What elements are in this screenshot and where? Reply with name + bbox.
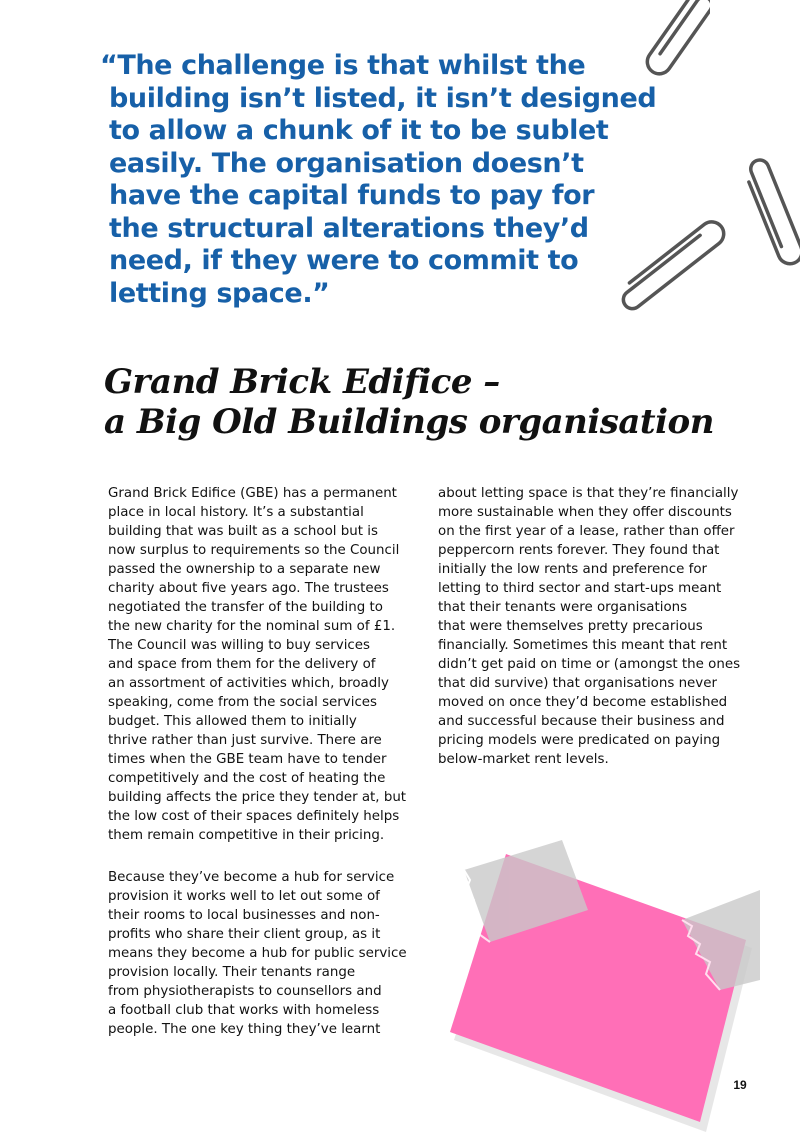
body-line: the low cost of their spaces definitely helps	[108, 809, 400, 824]
quote-line: the structural alterations they’d	[109, 212, 589, 244]
body-line: didn’t get paid on time or (amongst the ones	[438, 657, 741, 672]
body-line: below-market rent levels.	[438, 752, 609, 767]
body-line: their rooms to local businesses and non-	[108, 908, 380, 923]
body-column-left-top	[108, 484, 418, 845]
body-line: them remain competitive in their pricing.	[108, 828, 385, 843]
body-line: provision locally. Their tenants range	[108, 965, 356, 980]
body-line: now surplus to requirements so the Council	[108, 543, 400, 558]
quote-line: letting space.”	[109, 277, 330, 309]
body-line: charity about five years ago. The trustees	[108, 581, 389, 596]
body-line: profits who share their client group, as it	[108, 927, 381, 942]
quote-line: easily. The organisation doesn’t	[109, 147, 584, 179]
quote-line: “The challenge is that whilst the	[100, 50, 586, 81]
body-column-left-bottom	[108, 868, 418, 1039]
body-line: provision it works well to let out some of	[108, 889, 380, 904]
body-line: times when the GBE team have to tender	[108, 752, 387, 767]
body-line: negotiated the transfer of the building to	[108, 600, 383, 615]
paperclip-icon-top	[620, 0, 710, 90]
body-line: thrive rather than just survive. There are	[108, 733, 382, 748]
body-line: and successful because their business and	[438, 714, 725, 729]
body-line: peppercorn rents forever. They found that	[438, 543, 720, 558]
body-line: financially. Sometimes this meant that rent	[438, 638, 728, 653]
body-line: passed the ownership to a separate new	[108, 562, 381, 577]
body-line: means they become a hub for public service	[108, 946, 407, 961]
body-line: that were themselves pretty precarious	[438, 619, 703, 634]
body-line: pricing models were predicated on paying	[438, 733, 721, 748]
body-line: that did survive) that organisations never	[438, 676, 717, 691]
body-line: building affects the price they tender at, but	[108, 790, 407, 805]
section-heading	[104, 362, 714, 442]
paperclip-icon-middle	[605, 205, 745, 315]
body-line: building that was built as a school but is	[108, 524, 378, 539]
body-line: budget. This allowed them to initially	[108, 714, 357, 729]
heading-line: Grand Brick Edifice –	[104, 362, 500, 402]
body-line: that their tenants were organisations	[438, 600, 688, 615]
paperclip-icon-right	[745, 155, 800, 285]
heading-line: a Big Old Buildings organisation	[104, 402, 714, 442]
body-line: people. The one key thing they’ve learnt	[108, 1022, 381, 1037]
body-line: initially the low rents and preference for	[438, 562, 708, 577]
body-line: place in local history. It’s a substantial	[108, 505, 364, 520]
quote-line: need, if they were to commit to	[109, 245, 579, 276]
body-line: competitively and the cost of heating the	[108, 771, 386, 786]
body-line: a football club that works with homeless	[108, 1003, 380, 1018]
body-line: on the first year of a lease, rather than offer	[438, 524, 735, 539]
body-line: letting to third sector and start-ups meant	[438, 581, 722, 596]
body-line: the new charity for the nominal sum of £1.	[108, 619, 396, 634]
page-number: 19	[733, 1078, 747, 1092]
body-line: Because they’ve become a hub for service	[108, 870, 395, 885]
body-column-right	[438, 484, 758, 769]
body-line: moved on once they’d become established	[438, 695, 728, 710]
body-line: Grand Brick Edifice (GBE) has a permanent	[108, 486, 397, 501]
quote-line: building isn’t listed, it isn’t designed	[109, 82, 657, 114]
body-line: about letting space is that they’re financially	[438, 486, 739, 501]
body-line: from physiotherapists to counsellors and	[108, 984, 382, 999]
body-line: and space from them for the delivery of	[108, 657, 376, 672]
body-line: an assortment of activities which, broadly	[108, 676, 389, 691]
quote-line: to allow a chunk of it to be sublet	[109, 115, 609, 146]
pull-quote	[100, 50, 657, 310]
body-line: more sustainable when they offer discounts	[438, 505, 732, 520]
body-line: speaking, come from the social services	[108, 695, 378, 710]
body-line: The Council was willing to buy services	[108, 638, 371, 653]
quote-line: have the capital funds to pay for	[109, 180, 595, 211]
